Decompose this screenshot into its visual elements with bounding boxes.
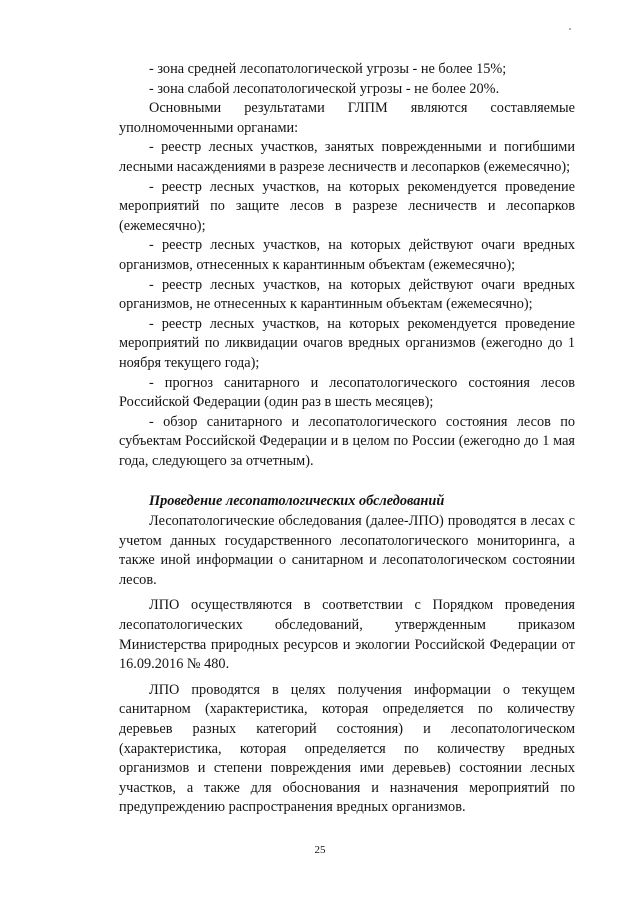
- paragraph-lpo-definition: Лесопатологические обследования (далее-ЛПО) проводятся в лесах с учетом данных государственного лесопатологического мониторинга, а также иной информации о санитарном и лесопатологическом состоянии лесов.: [119, 513, 575, 588]
- paragraph-zone-medium: - зона средней лесопатологической угрозы - не более 15%;: [149, 61, 507, 77]
- paragraph-registry-elimination: - реестр лесных участков, на которых рекомендуется проведение мероприятий по ликвидации очагов вредных организмов (ежегодно до 1 ноября текущего года);: [119, 315, 575, 371]
- paragraph-forecast: - прогноз санитарного и лесопатологического состояния лесов Российской Федерации (один раз в шесть месяцев);: [119, 374, 575, 411]
- paragraph-registry-quarantine: - реестр лесных участков, на которых действуют очаги вредных организмов, отнесенных к карантинным объектам (ежемесячно);: [119, 237, 575, 273]
- section-heading: Проведение лесопатологических обследований: [149, 493, 445, 510]
- page-body: [119, 60, 575, 818]
- paragraph-review: - обзор санитарного и лесопатологического состояния лесов по субъектам Российской Федерации и в целом по России (ежегодно до 1 мая года, следующего за отчетным).: [119, 413, 575, 469]
- paragraph-registry-damaged: - реестр лесных участков, занятых поврежденными и погибшими лесными насаждениями в разрезе лесничеств и лесопарков (ежемесячно);: [119, 139, 575, 175]
- paragraph-lpo-purpose: ЛПО проводятся в целях получения информации о текущем санитарном (характеристика, которая определяется по количеству деревьев разных категорий состояния) и лесопатологическом (характеристика, которая определяется по количеству вредных организмов и степени повреждения ими деревьев) состоянии лесных участков, а также для обоснования и назначения мероприятий по предупреждению распространения вредных организмов.: [119, 681, 575, 816]
- paragraph-registry-protection: - реестр лесных участков, на которых рекомендуется проведение мероприятий по защите лесов в разрезе лесничеств и лесопарков (ежемесячно);: [119, 178, 575, 234]
- paragraph-registry-nonquarantine: - реестр лесных участков, на которых действуют очаги вредных организмов, не отнесенных к карантинным объектам (ежемесячно);: [119, 276, 575, 313]
- paragraph-zone-weak: - зона слабой лесопатологической угрозы - не более 20%.: [149, 80, 500, 97]
- paragraph-results-intro: Основными результатами ГЛПМ являются составляемые уполномоченными органами:: [119, 100, 575, 136]
- paragraph-lpo-order: ЛПО осуществляются в соответствии с Порядком проведения лесопатологических обследований, утвержденным приказом Министерства природных ресурсов и экологии Российской Федерации от 16.09.2016 № 480.: [119, 597, 575, 673]
- page-number: 25: [314, 844, 326, 856]
- scan-speck: [569, 28, 571, 30]
